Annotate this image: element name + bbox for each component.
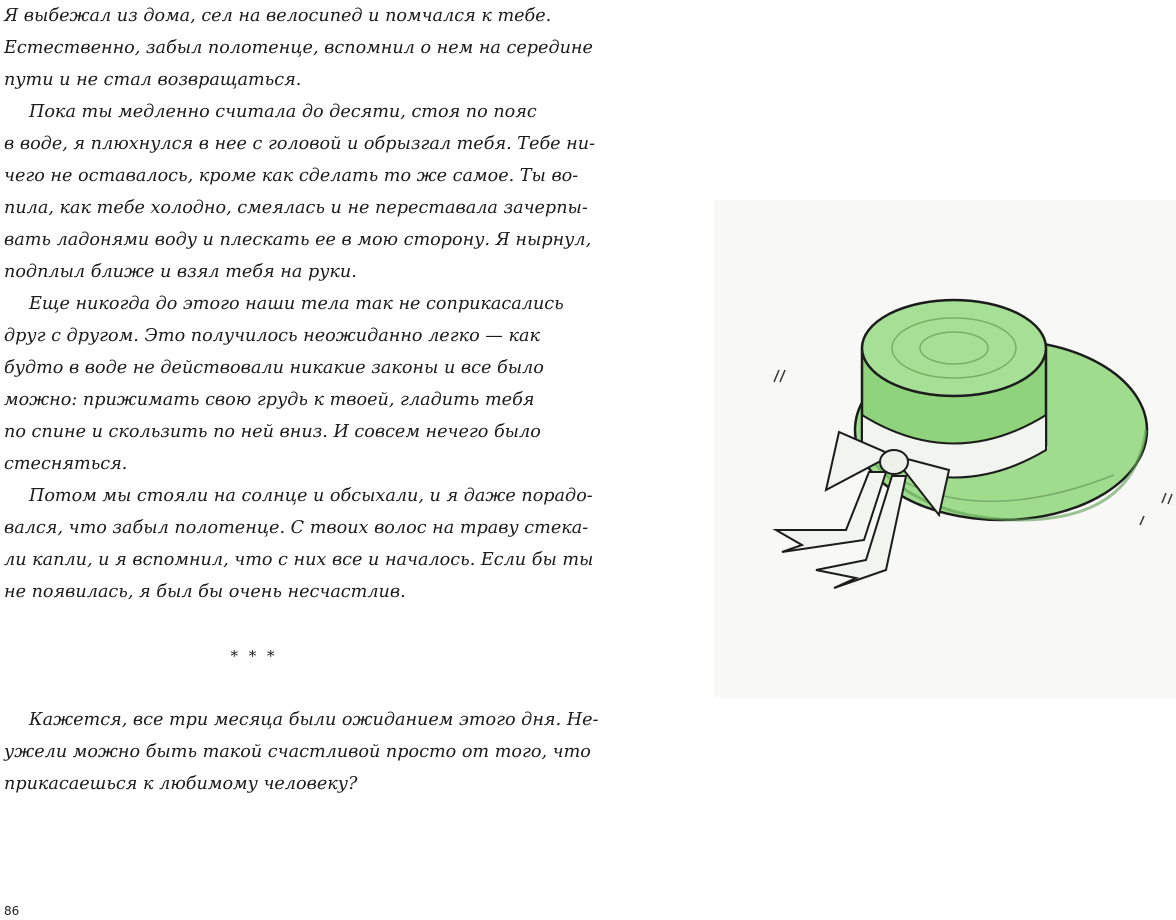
text-line: Еще никогда до этого наши тела так не соприкасались (29, 294, 564, 314)
paragraph-3 (4, 288, 564, 480)
text-line: Я выбежал из дома, сел на велосипед и помчался к тебе. (4, 6, 552, 26)
text-line: в воде, я плюхнулся в нее с головой и обрызгал тебя. Тебе ни- (4, 134, 596, 154)
text-line: стесняться. (4, 454, 128, 474)
paragraph-2 (4, 96, 596, 288)
story-text (4, 0, 599, 800)
text-line: прикасаешься к любимому человеку? (4, 774, 358, 794)
text-line: Естественно, забыл полотенце, вспомнил о нем на середине (4, 38, 593, 58)
text-line: Кажется, все три месяца были ожиданием этого дня. Не- (29, 710, 599, 730)
green-hat-icon (714, 200, 1176, 698)
text-line: подплыл ближе и взял тебя на руки. (4, 262, 357, 282)
text-line: чего не оставалось, кроме как сделать то же самое. Ты во- (4, 166, 579, 186)
page-number: 86 (4, 904, 20, 918)
text-line: вать ладонями воду и плескать ее в мою сторону. Я нырнул, (4, 230, 592, 250)
paragraph-4 (4, 480, 594, 608)
text-line: Потом мы стояли на солнце и обсыхали, и я даже порадо- (29, 486, 593, 506)
spacer (4, 672, 504, 704)
text-line: будто в воде не действовали никакие законы и все было (4, 358, 544, 378)
text-line: ужели можно быть такой счастливой просто от того, что (4, 742, 591, 762)
text-line: друг с другом. Это получилось неожиданно легко — как (4, 326, 540, 346)
text-line: Пока ты медленно считала до десяти, стоя по пояс (29, 102, 537, 122)
text-line: не появилась, я был бы очень несчастлив. (4, 582, 406, 602)
hat-illustration (714, 200, 1176, 698)
paragraph-1 (4, 0, 593, 96)
text-line: пила, как тебе холодно, смеялась и не переставала зачерпы- (4, 198, 588, 218)
spacer (4, 608, 504, 640)
text-line: пути и не стал возвращаться. (4, 70, 302, 90)
paragraph-5 (4, 704, 599, 800)
text-line: по спине и скользить по ней вниз. И совсем нечего было (4, 422, 541, 442)
text-line: можно: прижимать свою грудь к твоей, гладить тебя (4, 390, 535, 410)
text-line: ли капли, и я вспомнил, что с них все и началось. Если бы ты (4, 550, 594, 570)
text-line: вался, что забыл полотенце. С твоих волос на траву стека- (4, 518, 589, 538)
section-separator: * * * (230, 647, 278, 665)
